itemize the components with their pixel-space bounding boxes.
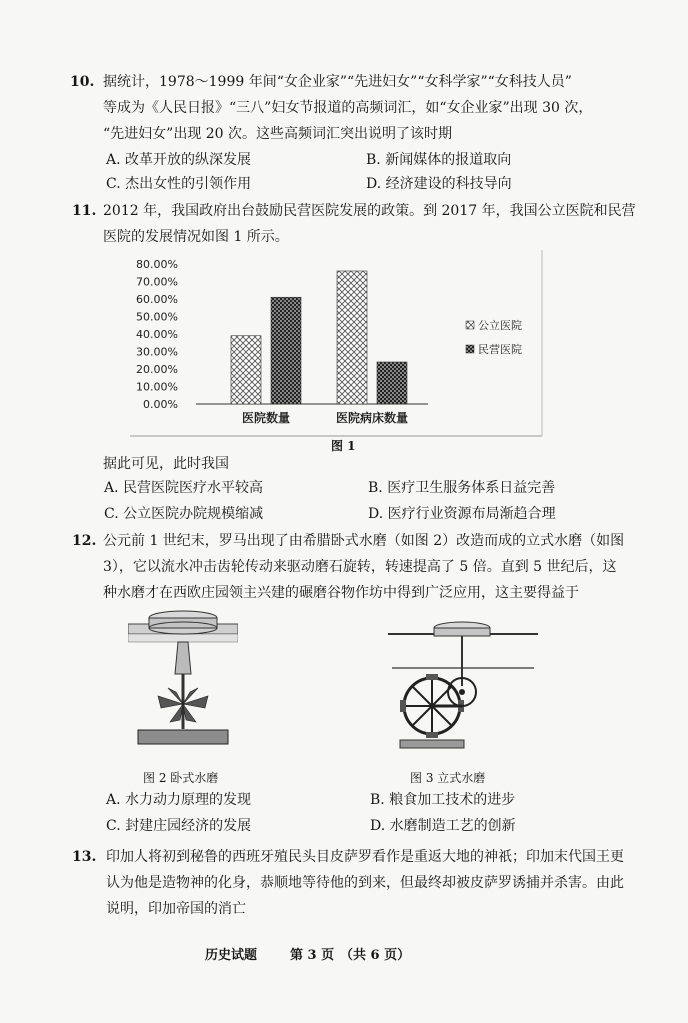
bar bbox=[337, 271, 367, 404]
option-b: B. 新闻媒体的报道取向 bbox=[366, 152, 512, 168]
option-c: C. 公立医院办院规模缩减 bbox=[104, 506, 264, 522]
option-c: C. 杰出女性的引领作用 bbox=[106, 176, 252, 192]
figure-caption: 图 3 立式水磨 bbox=[410, 771, 486, 785]
y-tick-label: 30.00% bbox=[136, 345, 178, 359]
y-tick-label: 60.00% bbox=[136, 293, 178, 306]
bar bbox=[271, 297, 301, 404]
question-stem-line: 据统计，1978～1999 年间“女企业家”“先进妇女”“女科学家”“女科技人员” bbox=[103, 74, 572, 90]
y-tick-label: 0.00% bbox=[143, 398, 178, 411]
option-b: B. 粮食加工技术的进步 bbox=[370, 792, 516, 808]
x-category-label: 医院病床数量 bbox=[335, 411, 409, 425]
legend-swatch bbox=[466, 321, 474, 329]
question-stem-line: 公元前 1 世纪末，罗马出现了由希腊卧式水磨（如图 2）改造而成的立式水磨（如图 bbox=[103, 533, 625, 549]
y-tick-label: 40.00% bbox=[136, 328, 178, 341]
option-a: A. 改革开放的纵深发展 bbox=[106, 152, 252, 168]
footer-subject: 历史试题 bbox=[205, 948, 258, 963]
question-stem-line: 印加人将初到秘鲁的西班牙殖民头目皮萨罗看作是重返大地的神祇；印加末代国王更 bbox=[106, 849, 624, 865]
question-stem-line: “先进妇女”出现 20 次。这些高频词汇突出说明了该时期 bbox=[103, 126, 453, 142]
bar bbox=[231, 336, 261, 404]
bar bbox=[377, 362, 407, 404]
y-tick-label: 80.00% bbox=[136, 258, 178, 271]
question-stem-line: 3），它以流水冲击齿轮传动来驱动磨石旋转，转速提高了 5 倍。直到 5 世纪后，这 bbox=[103, 559, 617, 575]
question-number: 10. bbox=[70, 74, 95, 90]
footer-page-number: 第 3 页 bbox=[290, 948, 335, 963]
footer-total-pages: （共 6 页） bbox=[340, 948, 411, 963]
figure-caption: 图 1 bbox=[331, 439, 356, 453]
bar-chart bbox=[126, 250, 546, 440]
question-stem-line: 认为他是造物神的化身，恭顺地等待他的到来，但最终却被皮萨罗诱捕并杀害。由此 bbox=[106, 875, 624, 891]
option-d: D. 水磨制造工艺的创新 bbox=[370, 818, 516, 834]
y-tick-label: 70.00% bbox=[136, 275, 178, 289]
option-b: B. 医疗卫生服务体系日益完善 bbox=[368, 480, 556, 496]
legend-label: 民营医院 bbox=[478, 343, 522, 356]
option-a: A. 水力动力原理的发现 bbox=[106, 792, 252, 808]
option-d: D. 经济建设的科技导向 bbox=[366, 176, 512, 192]
horizontal-watermill-illustration bbox=[128, 604, 238, 754]
figure-caption: 图 2 卧式水磨 bbox=[143, 771, 219, 785]
y-tick-label: 20.00% bbox=[136, 363, 178, 376]
question-stem-line: 种水磨才在西欧庄园领主兴建的碾磨谷物作坊中得到广泛应用，这主要得益于 bbox=[103, 585, 579, 601]
question-stem-line: 等成为《人民日报》“三八”妇女节报道的高频词汇，如“女企业家”出现 30 次， bbox=[103, 100, 593, 116]
vertical-watermill-illustration bbox=[388, 616, 538, 756]
legend-label: 公立医院 bbox=[478, 319, 522, 332]
question-stem-line: 说明，印加帝国的消亡 bbox=[106, 901, 246, 917]
option-d: D. 医疗行业资源布局渐趋合理 bbox=[368, 506, 556, 522]
y-tick-label: 10.00% bbox=[136, 380, 178, 394]
question-number: 13. bbox=[72, 849, 97, 865]
question-number: 12. bbox=[72, 533, 97, 549]
question-stem-line: 医院的发展情况如图 1 所示。 bbox=[103, 229, 289, 245]
question-stem-line: 2012 年，我国政府出台鼓励民营医院发展的政策。到 2017 年，我国公立医院和民营 bbox=[103, 203, 636, 219]
legend-swatch bbox=[466, 345, 474, 353]
y-tick-label: 50.00% bbox=[136, 310, 178, 324]
option-a: A. 民营医院医疗水平较高 bbox=[104, 480, 264, 496]
option-c: C. 封建庄园经济的发展 bbox=[106, 818, 252, 834]
question-number: 11. bbox=[72, 203, 97, 219]
x-category-label: 医院数量 bbox=[241, 411, 291, 425]
question-stem-line: 据此可见，此时我国 bbox=[103, 456, 229, 472]
